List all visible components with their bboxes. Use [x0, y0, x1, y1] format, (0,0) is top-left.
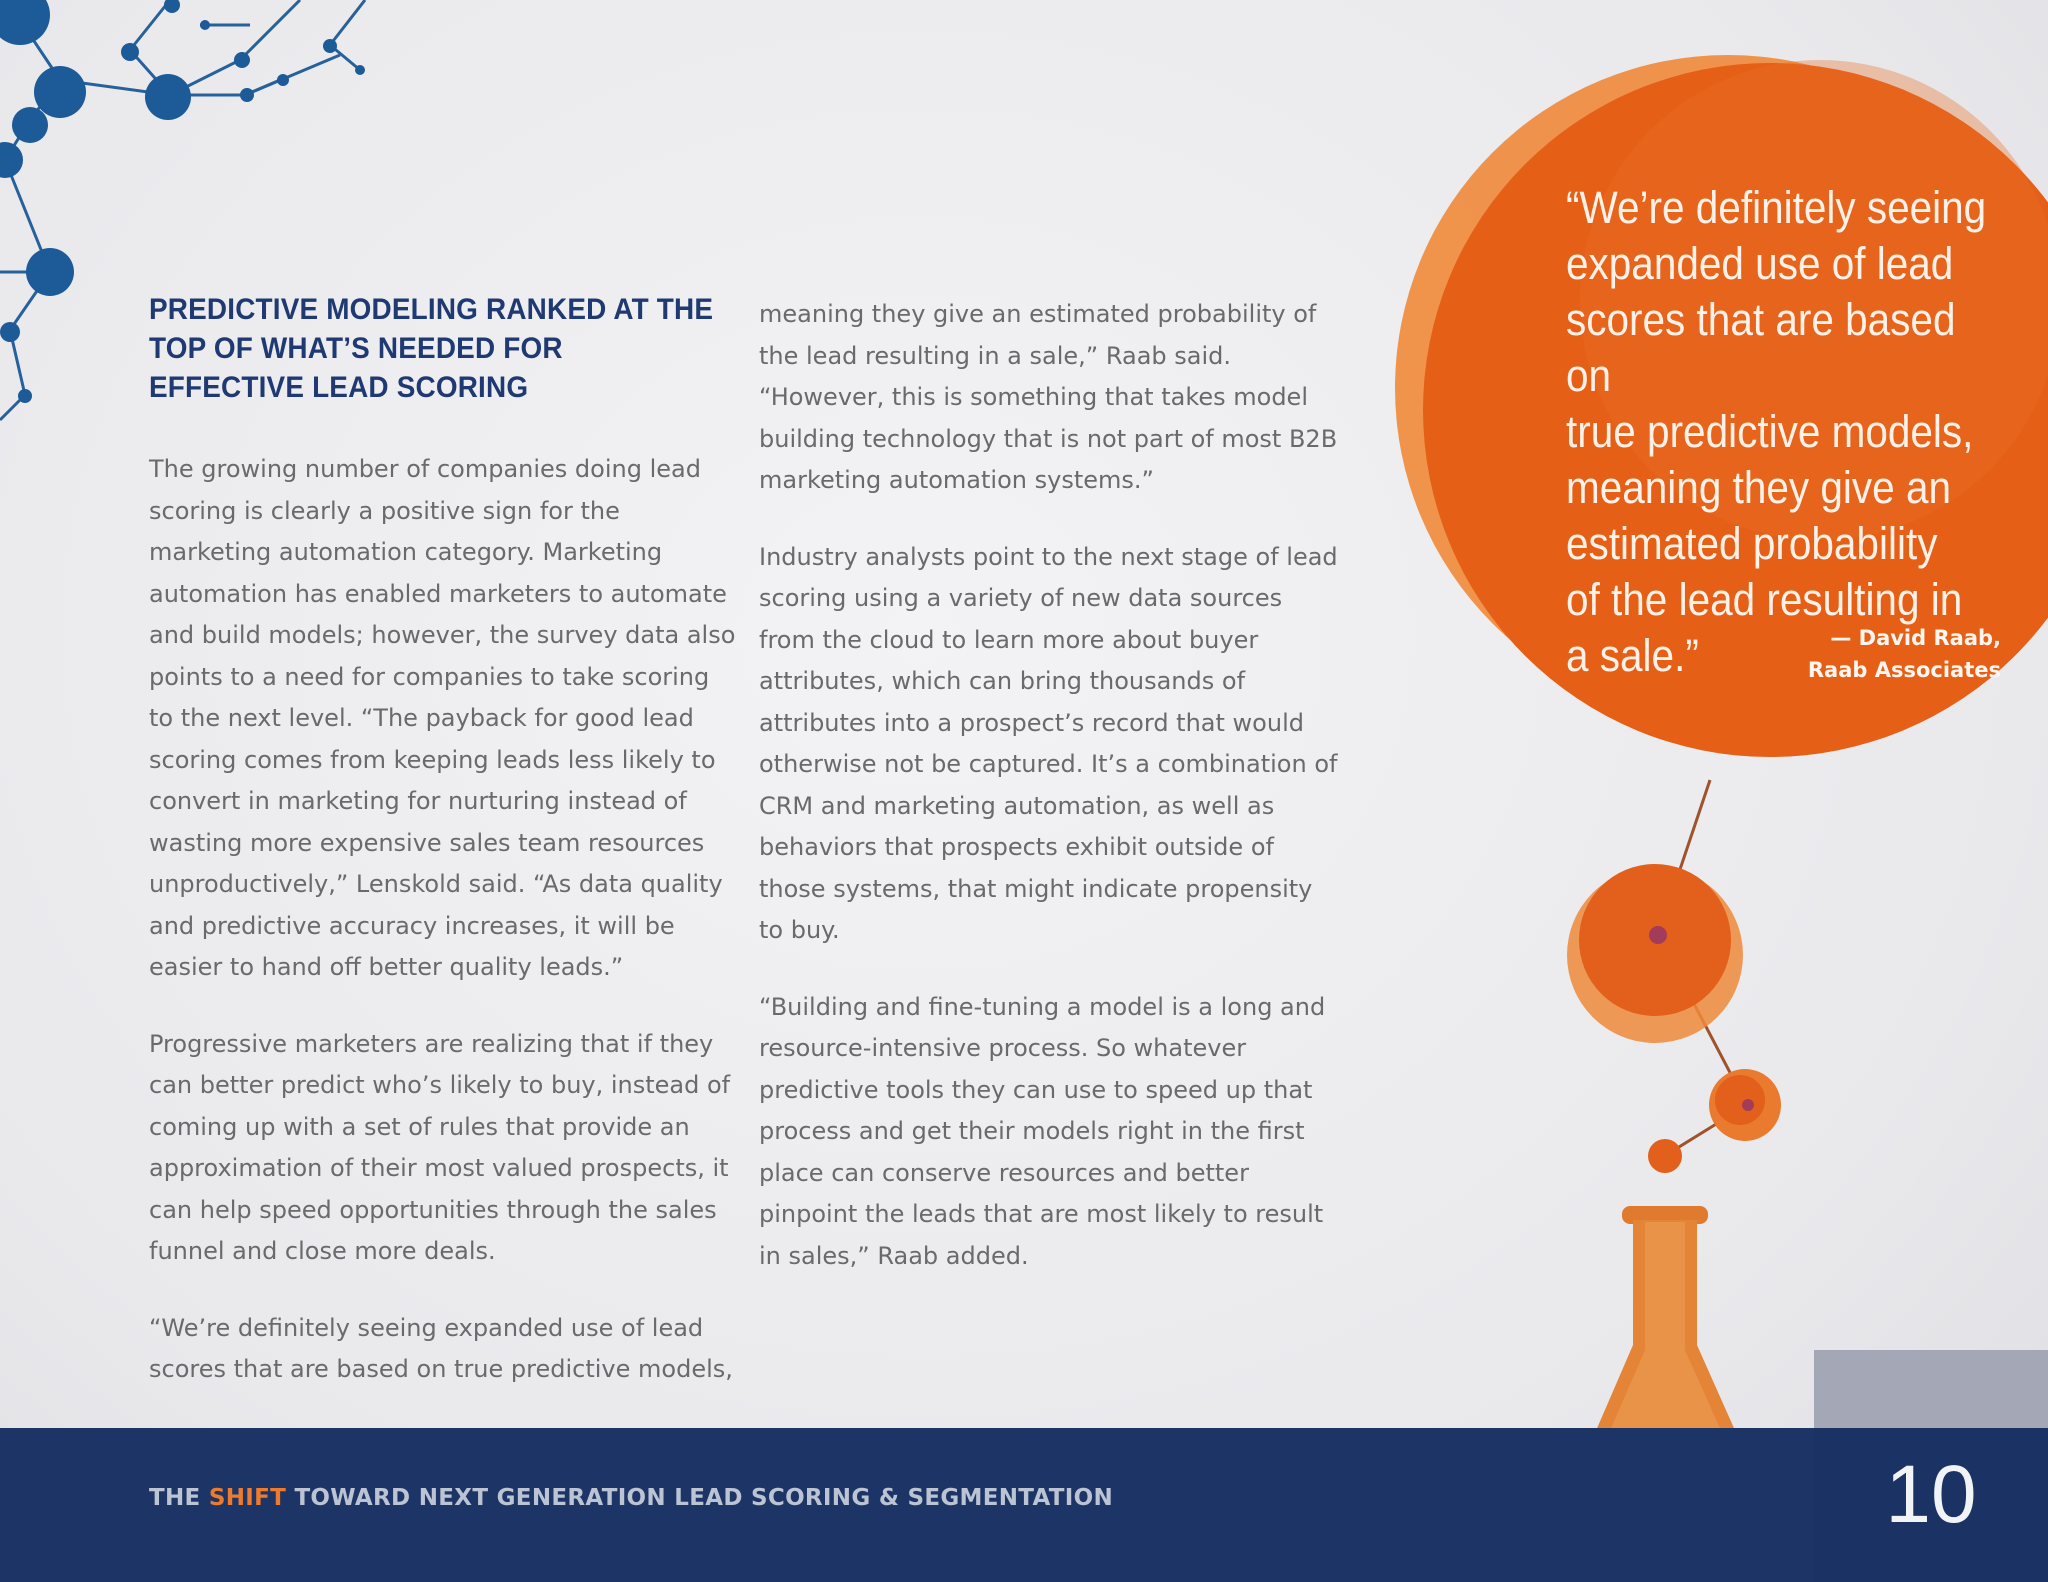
footer-title-suffix: TOWARD NEXT GENERATION LEAD SCORING & SEGMENTATION	[286, 1485, 1114, 1511]
pull-quote: “We’re definitely seeing expanded use of lead scores that are based on true predictive models, meaning they give an estimated probability of the lead resulting in a sale.”	[1566, 182, 1987, 681]
connector-node-icon	[1649, 926, 1667, 944]
small-bubble-inner	[1715, 1075, 1765, 1125]
body-paragraph: Progressive marketers are realizing that if they can better predict who’s likely to buy, instead of coming up with a set of rules that provide an approximation of their most valued prospects, it can help speed opportunities through the sales funnel and close more deals.	[149, 1029, 731, 1265]
footer-title-highlight: SHIFT	[208, 1485, 287, 1511]
left-column	[149, 290, 739, 1426]
connector-node-icon	[1742, 1099, 1754, 1111]
body-paragraph: “We’re definitely seeing expanded use of lead scores that are based on true predictive models,	[149, 1313, 733, 1383]
footer-title-prefix: THE	[149, 1485, 209, 1511]
quote-attribution: — David Raab, Raab Associates	[1807, 626, 2001, 682]
body-paragraph: The growing number of companies doing lead scoring is clearly a positive sign for the marketing automation category. Marketing automation has enabled marketers to automate and build models; however, the survey data also points to a need for companies to take scoring to the next level. “The payback for good lead scoring comes from keeping leads less likely to convert in marketing for nurturing instead of wasting more expensive sales team resources unproductively,” Lenskold said. “As data quality and predictive accuracy increases, it will be easier to hand off better quality leads.”	[149, 455, 736, 981]
tiny-bubble	[1648, 1139, 1682, 1173]
page-tab-accent	[1814, 1350, 2048, 1430]
section-heading: PREDICTIVE MODELING RANKED AT THE TOP OF WHAT’S NEEDED FOR EFFECTIVE LEAD SCORING	[149, 293, 714, 404]
page-number: 10	[1885, 1449, 1977, 1540]
body-paragraph: “Building and fine-tuning a model is a long and resource-intensive process. So whatever predictive tools they can use to speed up that process and get their models right in the first place can conserve resources and better pinpoint the leads that are most likely to result in sales,” Raab added.	[759, 992, 1326, 1270]
footer-title	[149, 1485, 1113, 1511]
body-paragraph: Industry analysts point to the next stage of lead scoring using a variety of new data sources from the cloud to learn more about buyer attributes, which can bring thousands of attributes into a prospect’s record that would otherwise not be captured. It’s a combination of CRM and marketing automation, as well as behaviors that prospects exhibit outside of those systems, that might indicate propensity to buy.	[759, 542, 1338, 944]
body-paragraph: meaning they give an estimated probability of the lead resulting in a sale,” Raab said. “However, this is something that takes model building technology that is not part of most B2B marketing automation systems.”	[759, 300, 1338, 494]
right-column	[759, 294, 1339, 1312]
